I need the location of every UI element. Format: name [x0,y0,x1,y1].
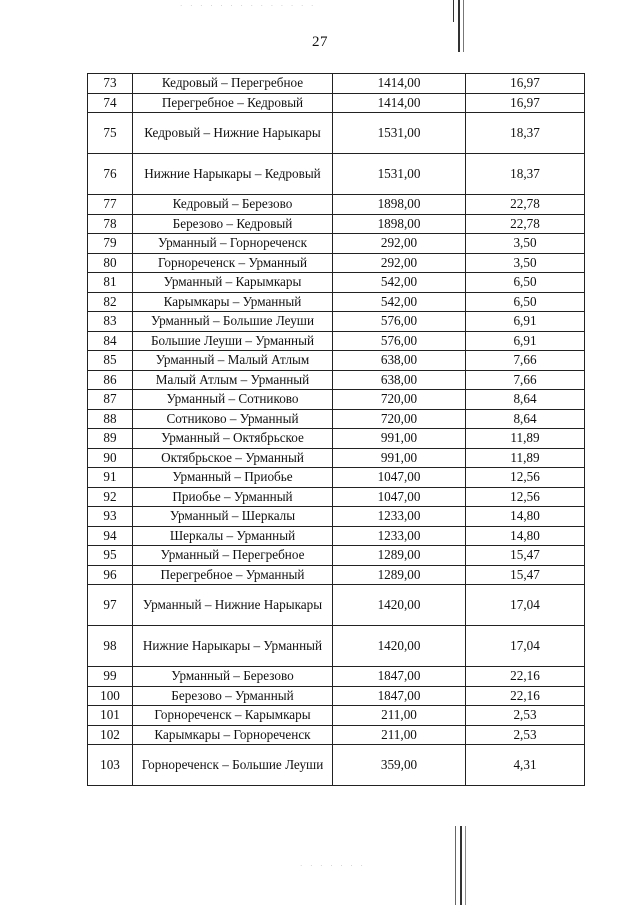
table-row [88,526,585,546]
length-cell: 991,00 [333,429,466,449]
table-row [88,725,585,745]
row-number-cell: 80 [88,253,133,273]
row-number-cell: 88 [88,409,133,429]
route-cell: Горнореченск – Карымкары [133,706,333,726]
value-cell: 6,50 [466,292,585,312]
table-row [88,468,585,488]
row-number-cell: 101 [88,706,133,726]
row-number-cell: 84 [88,331,133,351]
row-number-cell: 82 [88,292,133,312]
route-cell: Большие Леуши – Урманный [133,331,333,351]
length-cell: 1289,00 [333,565,466,585]
row-number-cell: 87 [88,390,133,410]
route-cell: Урманный – Горнореченск [133,234,333,254]
route-cell: Перегребное – Кедровый [133,93,333,113]
length-cell: 720,00 [333,409,466,429]
route-cell: Горнореченск – Большие Леуши [133,745,333,786]
table-row [88,390,585,410]
row-number-cell: 91 [88,468,133,488]
length-cell: 211,00 [333,725,466,745]
table-row [88,686,585,706]
route-cell: Сотниково – Урманный [133,409,333,429]
length-cell: 1233,00 [333,507,466,527]
value-cell: 16,97 [466,74,585,94]
table-row [88,273,585,293]
length-cell: 1898,00 [333,214,466,234]
value-cell: 18,37 [466,154,585,195]
length-cell: 576,00 [333,331,466,351]
table-row [88,745,585,786]
row-number-cell: 96 [88,565,133,585]
length-cell: 1420,00 [333,626,466,667]
table-row [88,706,585,726]
value-cell: 12,56 [466,487,585,507]
scan-artifact-line [465,826,466,905]
length-cell: 1420,00 [333,585,466,626]
value-cell: 4,31 [466,745,585,786]
route-cell: Урманный – Октябрьское [133,429,333,449]
table-row [88,667,585,687]
value-cell: 11,89 [466,448,585,468]
table-row [88,487,585,507]
route-cell: Нижние Нарыкары – Кедровый [133,154,333,195]
table-row [88,429,585,449]
length-cell: 292,00 [333,253,466,273]
route-cell: Урманный – Шеркалы [133,507,333,527]
length-cell: 1233,00 [333,526,466,546]
route-cell: Кедровый – Перегребное [133,74,333,94]
route-cell: Урманный – Большие Леуши [133,312,333,332]
table-row [88,195,585,215]
table-row [88,351,585,371]
length-cell: 1847,00 [333,686,466,706]
value-cell: 22,78 [466,214,585,234]
table-row [88,626,585,667]
length-cell: 1289,00 [333,546,466,566]
scan-artifact-line [453,0,454,22]
scan-artifact-noise: · · · · · · · · · · · · · · [180,2,317,10]
routes-table [87,73,585,786]
row-number-cell: 99 [88,667,133,687]
route-cell: Урманный – Малый Атлым [133,351,333,371]
length-cell: 1898,00 [333,195,466,215]
length-cell: 638,00 [333,370,466,390]
scan-artifact-noise: · · · · · · · [300,862,366,870]
row-number-cell: 93 [88,507,133,527]
route-cell: Горнореченск – Урманный [133,253,333,273]
length-cell: 638,00 [333,351,466,371]
value-cell: 14,80 [466,526,585,546]
table-row [88,234,585,254]
value-cell: 2,53 [466,725,585,745]
table-row [88,546,585,566]
value-cell: 7,66 [466,351,585,371]
row-number-cell: 90 [88,448,133,468]
length-cell: 1414,00 [333,74,466,94]
row-number-cell: 77 [88,195,133,215]
route-cell: Урманный – Нижние Нарыкары [133,585,333,626]
route-cell: Кедровый – Березово [133,195,333,215]
row-number-cell: 74 [88,93,133,113]
scan-artifact-line [458,0,460,52]
table-row [88,253,585,273]
length-cell: 292,00 [333,234,466,254]
length-cell: 542,00 [333,292,466,312]
value-cell: 22,16 [466,686,585,706]
route-cell: Урманный – Карымкары [133,273,333,293]
length-cell: 1847,00 [333,667,466,687]
value-cell: 17,04 [466,585,585,626]
route-cell: Малый Атлым – Урманный [133,370,333,390]
length-cell: 720,00 [333,390,466,410]
table-row [88,370,585,390]
value-cell: 22,78 [466,195,585,215]
table-row [88,448,585,468]
value-cell: 15,47 [466,546,585,566]
table-row [88,565,585,585]
value-cell: 3,50 [466,234,585,254]
value-cell: 17,04 [466,626,585,667]
row-number-cell: 89 [88,429,133,449]
table-row [88,154,585,195]
row-number-cell: 92 [88,487,133,507]
route-cell: Урманный – Сотниково [133,390,333,410]
length-cell: 1047,00 [333,468,466,488]
route-cell: Березово – Кедровый [133,214,333,234]
length-cell: 359,00 [333,745,466,786]
length-cell: 1414,00 [333,93,466,113]
value-cell: 3,50 [466,253,585,273]
row-number-cell: 78 [88,214,133,234]
route-cell: Кедровый – Нижние Нарыкары [133,113,333,154]
length-cell: 1531,00 [333,154,466,195]
length-cell: 542,00 [333,273,466,293]
row-number-cell: 83 [88,312,133,332]
route-cell: Карымкары – Урманный [133,292,333,312]
value-cell: 6,91 [466,312,585,332]
length-cell: 576,00 [333,312,466,332]
route-cell: Приобье – Урманный [133,487,333,507]
value-cell: 8,64 [466,390,585,410]
length-cell: 211,00 [333,706,466,726]
scan-artifact-line [455,826,456,905]
value-cell: 11,89 [466,429,585,449]
row-number-cell: 73 [88,74,133,94]
route-cell: Шеркалы – Урманный [133,526,333,546]
route-cell: Березово – Урманный [133,686,333,706]
table-row [88,93,585,113]
row-number-cell: 85 [88,351,133,371]
value-cell: 6,50 [466,273,585,293]
value-cell: 6,91 [466,331,585,351]
row-number-cell: 94 [88,526,133,546]
row-number-cell: 103 [88,745,133,786]
value-cell: 14,80 [466,507,585,527]
value-cell: 7,66 [466,370,585,390]
table-row [88,312,585,332]
table-row [88,331,585,351]
row-number-cell: 98 [88,626,133,667]
row-number-cell: 79 [88,234,133,254]
table-row [88,409,585,429]
route-cell: Октябрьское – Урманный [133,448,333,468]
row-number-cell: 97 [88,585,133,626]
length-cell: 1531,00 [333,113,466,154]
table-row [88,585,585,626]
value-cell: 8,64 [466,409,585,429]
row-number-cell: 76 [88,154,133,195]
row-number-cell: 81 [88,273,133,293]
value-cell: 12,56 [466,468,585,488]
value-cell: 22,16 [466,667,585,687]
value-cell: 15,47 [466,565,585,585]
value-cell: 2,53 [466,706,585,726]
row-number-cell: 86 [88,370,133,390]
value-cell: 16,97 [466,93,585,113]
route-cell: Карымкары – Горнореченск [133,725,333,745]
length-cell: 991,00 [333,448,466,468]
row-number-cell: 75 [88,113,133,154]
route-cell: Урманный – Приобье [133,468,333,488]
row-number-cell: 95 [88,546,133,566]
scan-artifact-line [463,0,464,52]
table-row [88,214,585,234]
route-cell: Нижние Нарыкары – Урманный [133,626,333,667]
scan-artifact-line [460,826,462,905]
length-cell: 1047,00 [333,487,466,507]
table-row [88,507,585,527]
value-cell: 18,37 [466,113,585,154]
route-cell: Перегребное – Урманный [133,565,333,585]
row-number-cell: 102 [88,725,133,745]
routes-table-body [88,74,585,786]
table-row [88,113,585,154]
route-cell: Урманный – Березово [133,667,333,687]
row-number-cell: 100 [88,686,133,706]
page-number: 27 [312,34,328,50]
route-cell: Урманный – Перегребное [133,546,333,566]
table-row [88,292,585,312]
table-row [88,74,585,94]
